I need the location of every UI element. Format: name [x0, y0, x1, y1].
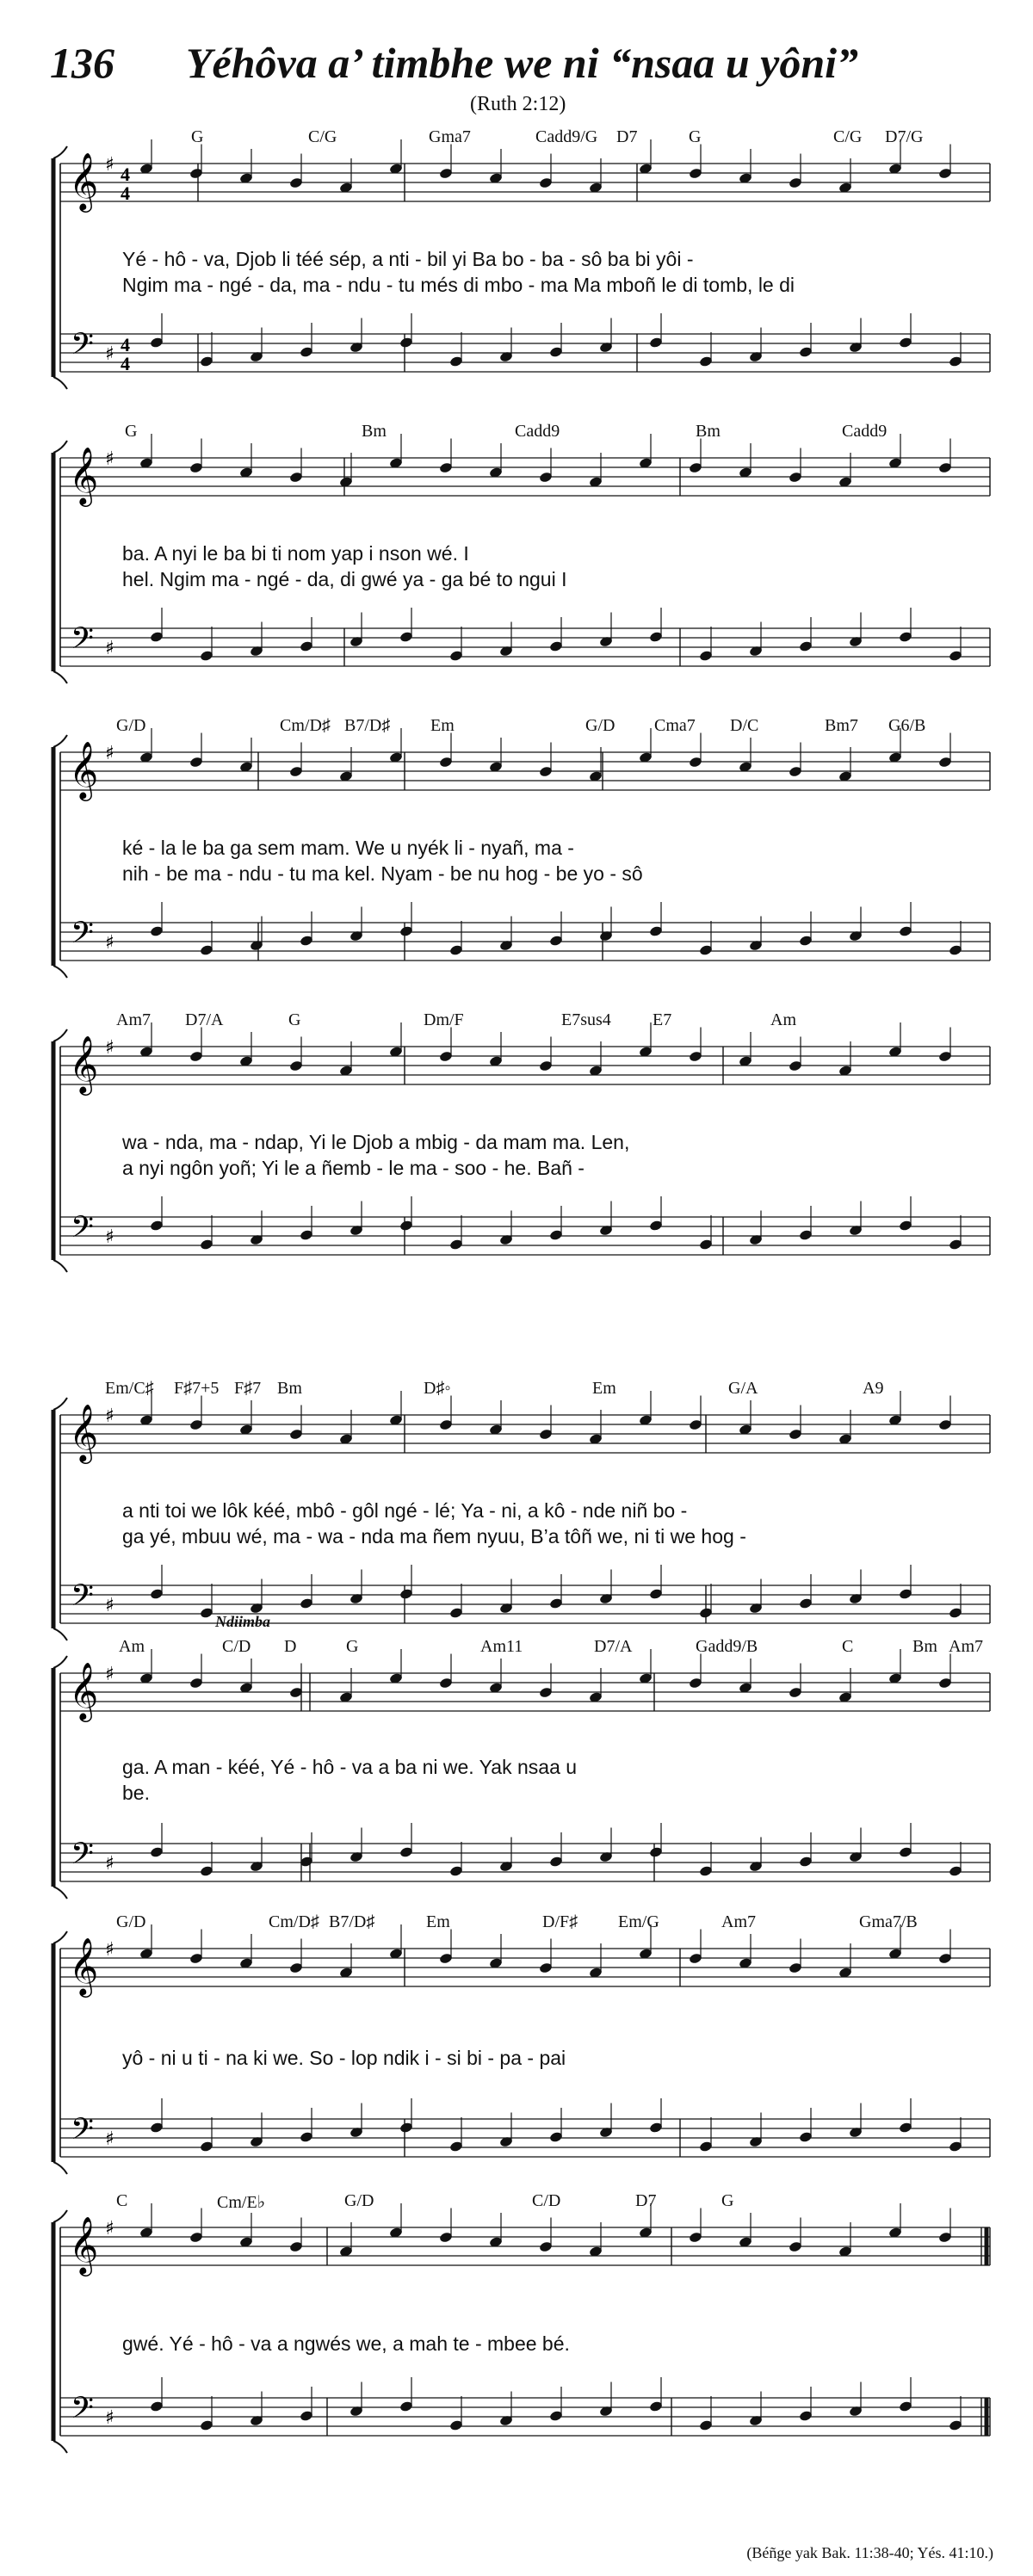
lyric-line: wa - nda, ma - ndap, Yi le Djob a mbig - da mam ma. Len,	[122, 1131, 630, 1153]
sharp-icon: ♯	[105, 2218, 114, 2239]
chord: E7sus4	[561, 1010, 611, 1029]
bass-clef-icon: 𝄢	[71, 326, 95, 368]
lyric-line: yô - ni u ti - na ki we. So - lop ndik i - si bi - pa - pai	[122, 2047, 566, 2069]
lyric-line: a nti toi we lôk kéé, mbô - gôl ngé - lé; Ya - ni, a kô - nde niñ bo -	[122, 1499, 688, 1522]
chord: G6/B	[888, 716, 926, 735]
bracket	[53, 1260, 67, 1272]
chord: Am7	[949, 1637, 983, 1656]
bracket	[53, 1628, 67, 1640]
sharp-icon: ♯	[105, 1939, 114, 1961]
chord: B7/D♯	[329, 1912, 375, 1931]
treble-clef-icon: 𝄞	[69, 1403, 99, 1461]
chord: Cm/D♯	[269, 1912, 319, 1931]
chord: G/A	[728, 1379, 758, 1398]
chord: Dm/F	[424, 1010, 464, 1029]
chord: A9	[863, 1379, 884, 1398]
sharp-icon: ♯	[105, 1037, 114, 1059]
sharp-icon: ♯	[105, 2407, 114, 2429]
bass-clef-icon: 𝄢	[71, 915, 95, 957]
lyric-line: Ngim ma - ngé - da, ma - ndu - tu més di mbo - ma Ma mboñ le di tomb, le di	[122, 274, 795, 296]
chord: G/D	[116, 716, 146, 735]
lyric-line: Yé - hô - va, Djob li téé sép, a nti - bil yi Ba bo - ba - sô ba bi yôi -	[122, 248, 694, 270]
time-signature: 4	[121, 182, 130, 204]
bass-clef-icon: 𝄢	[71, 1836, 95, 1878]
lyric-line: ké - la le ba ga sem mam. We u nyék li - nyañ, ma -	[122, 837, 574, 859]
lyric-line: a nyi ngôn yoñ; Yi le a ñemb - le ma - soo - he. Bañ -	[122, 1157, 585, 1179]
chord: D7/A	[185, 1010, 224, 1029]
chord: B7/D♯	[344, 716, 391, 735]
chord: Gadd9/B	[696, 1637, 758, 1656]
bracket	[53, 441, 67, 453]
bracket	[53, 146, 67, 158]
lyric-line: nih - be ma - ndu - tu ma kel. Nyam - be nu hog - be yo - sô	[122, 862, 643, 885]
time-signature: 4	[121, 164, 130, 185]
bracket	[53, 2210, 67, 2222]
chord: D	[284, 1637, 297, 1656]
hymn-title: Yéhôva a’ timbhe we ni “nsaa u yôni”	[186, 39, 859, 87]
bracket	[53, 1398, 67, 1410]
chord: Gma7	[429, 127, 471, 146]
lyric-line: be.	[122, 1782, 150, 1804]
chord: Cadd9	[842, 422, 888, 441]
chord: G/D	[585, 716, 615, 735]
chord: Bm	[912, 1637, 937, 1656]
treble-clef-icon: 𝄞	[69, 151, 99, 210]
bass-clef-icon: 𝄢	[71, 1578, 95, 1620]
bracket	[53, 966, 67, 978]
sharp-icon: ♯	[105, 448, 114, 470]
chord: D7	[635, 2191, 657, 2210]
chord: D7/A	[594, 1637, 633, 1656]
time-signature: 4	[121, 353, 130, 374]
chord: Cm/E♭	[217, 2193, 266, 2212]
sharp-icon: ♯	[105, 1595, 114, 1616]
chord: G	[721, 2191, 734, 2210]
bracket	[53, 2441, 67, 2453]
chord: D7	[616, 127, 638, 146]
hymn-number: 136	[50, 39, 114, 87]
chord: Cadd9	[515, 422, 560, 441]
chord: C	[842, 1637, 854, 1656]
chord: Bm	[277, 1379, 302, 1398]
lyric-line: ga yé, mbuu wé, ma - wa - nda ma ñem nyuu, B’a tôñ we, ni ti we hog -	[122, 1525, 746, 1547]
sharp-icon: ♯	[105, 1226, 114, 1248]
sharp-icon: ♯	[105, 932, 114, 954]
chord: Bm	[362, 422, 387, 441]
time-signature: 4	[121, 334, 130, 355]
sharp-icon: ♯	[105, 1405, 114, 1427]
chord: D/F♯	[542, 1912, 578, 1931]
sharp-icon: ♯	[105, 154, 114, 176]
chord: G	[288, 1010, 301, 1029]
chord: G	[689, 127, 702, 146]
treble-clef-icon: 𝄞	[69, 1937, 99, 1995]
bracket	[53, 1887, 67, 1899]
treble-clef-icon: 𝄞	[69, 740, 99, 799]
bass-clef-icon: 𝄢	[71, 621, 95, 663]
chord: C	[116, 2191, 128, 2210]
chord: C/D	[222, 1637, 251, 1656]
chord: C/G	[833, 127, 863, 146]
bass-clef-icon: 𝄢	[71, 1209, 95, 1251]
chord: Bm	[696, 422, 721, 441]
chord: Am	[119, 1637, 145, 1656]
footnote-reference: (Béñge yak Bak. 11:38-40; Yés. 41:10.)	[746, 2544, 993, 2561]
chord: F♯7+5	[174, 1379, 220, 1398]
bracket	[53, 377, 67, 389]
bracket	[53, 1656, 67, 1668]
chord: F♯7	[234, 1379, 262, 1398]
chord: G	[125, 422, 138, 441]
treble-clef-icon: 𝄞	[69, 1661, 99, 1720]
tempo-marking: Ndiimba	[215, 1613, 271, 1630]
chord: Em	[592, 1379, 616, 1398]
chord: G/D	[344, 2191, 374, 2210]
chord: Am	[770, 1010, 796, 1029]
chord: Cadd9/G	[535, 127, 598, 146]
chord: D7/G	[885, 127, 924, 146]
chord: Em	[426, 1912, 450, 1931]
chord: D/C	[730, 716, 759, 735]
chord: Em/G	[618, 1912, 659, 1931]
sharp-icon: ♯	[105, 638, 114, 659]
bracket	[53, 1931, 67, 1943]
chord: Em	[430, 716, 455, 735]
lyric-line: gwé. Yé - hô - va a ngwés we, a mah te - mbee bé.	[122, 2332, 570, 2355]
chord: G/D	[116, 1912, 146, 1931]
treble-clef-icon: 𝄞	[69, 1035, 99, 1093]
treble-clef-icon: 𝄞	[69, 446, 99, 504]
chord: Am7	[721, 1912, 756, 1931]
bracket	[53, 735, 67, 747]
lyric-line: ba. A nyi le ba bi ti nom yap i nson wé. I	[122, 542, 469, 565]
chord: Cma7	[654, 716, 696, 735]
bracket	[53, 671, 67, 683]
chord: Gma7/B	[859, 1912, 918, 1931]
chord: C/G	[308, 127, 337, 146]
sharp-icon: ♯	[105, 343, 114, 365]
chord: Am11	[480, 1637, 523, 1656]
bracket	[53, 1029, 67, 1041]
chord: G	[191, 127, 204, 146]
chord: Bm7	[825, 716, 858, 735]
bracket	[53, 2162, 67, 2174]
chord: Am7	[116, 1010, 151, 1029]
bass-clef-icon: 𝄢	[71, 2390, 95, 2432]
sharp-icon: ♯	[105, 743, 114, 764]
chord: Cm/D♯	[280, 716, 331, 735]
chord: Em/C♯	[105, 1379, 154, 1398]
lyric-line: ga. A man - kéé, Yé - hô - va a ba ni we. Yak nsaa u	[122, 1756, 578, 1778]
sharp-icon: ♯	[105, 1853, 114, 1875]
treble-clef-icon: 𝄞	[69, 2215, 99, 2274]
bass-clef-icon: 𝄢	[71, 2111, 95, 2153]
chord: G	[346, 1637, 359, 1656]
chord: D♯◦	[424, 1379, 451, 1398]
chord: E7	[653, 1010, 672, 1029]
sharp-icon: ♯	[105, 1664, 114, 1685]
chord: C/D	[532, 2191, 561, 2210]
scripture-reference: (Ruth 2:12)	[470, 93, 566, 115]
lyric-line: hel. Ngim ma - ngé - da, di gwé ya - ga bé to ngui I	[122, 568, 567, 590]
sharp-icon: ♯	[105, 2128, 114, 2150]
